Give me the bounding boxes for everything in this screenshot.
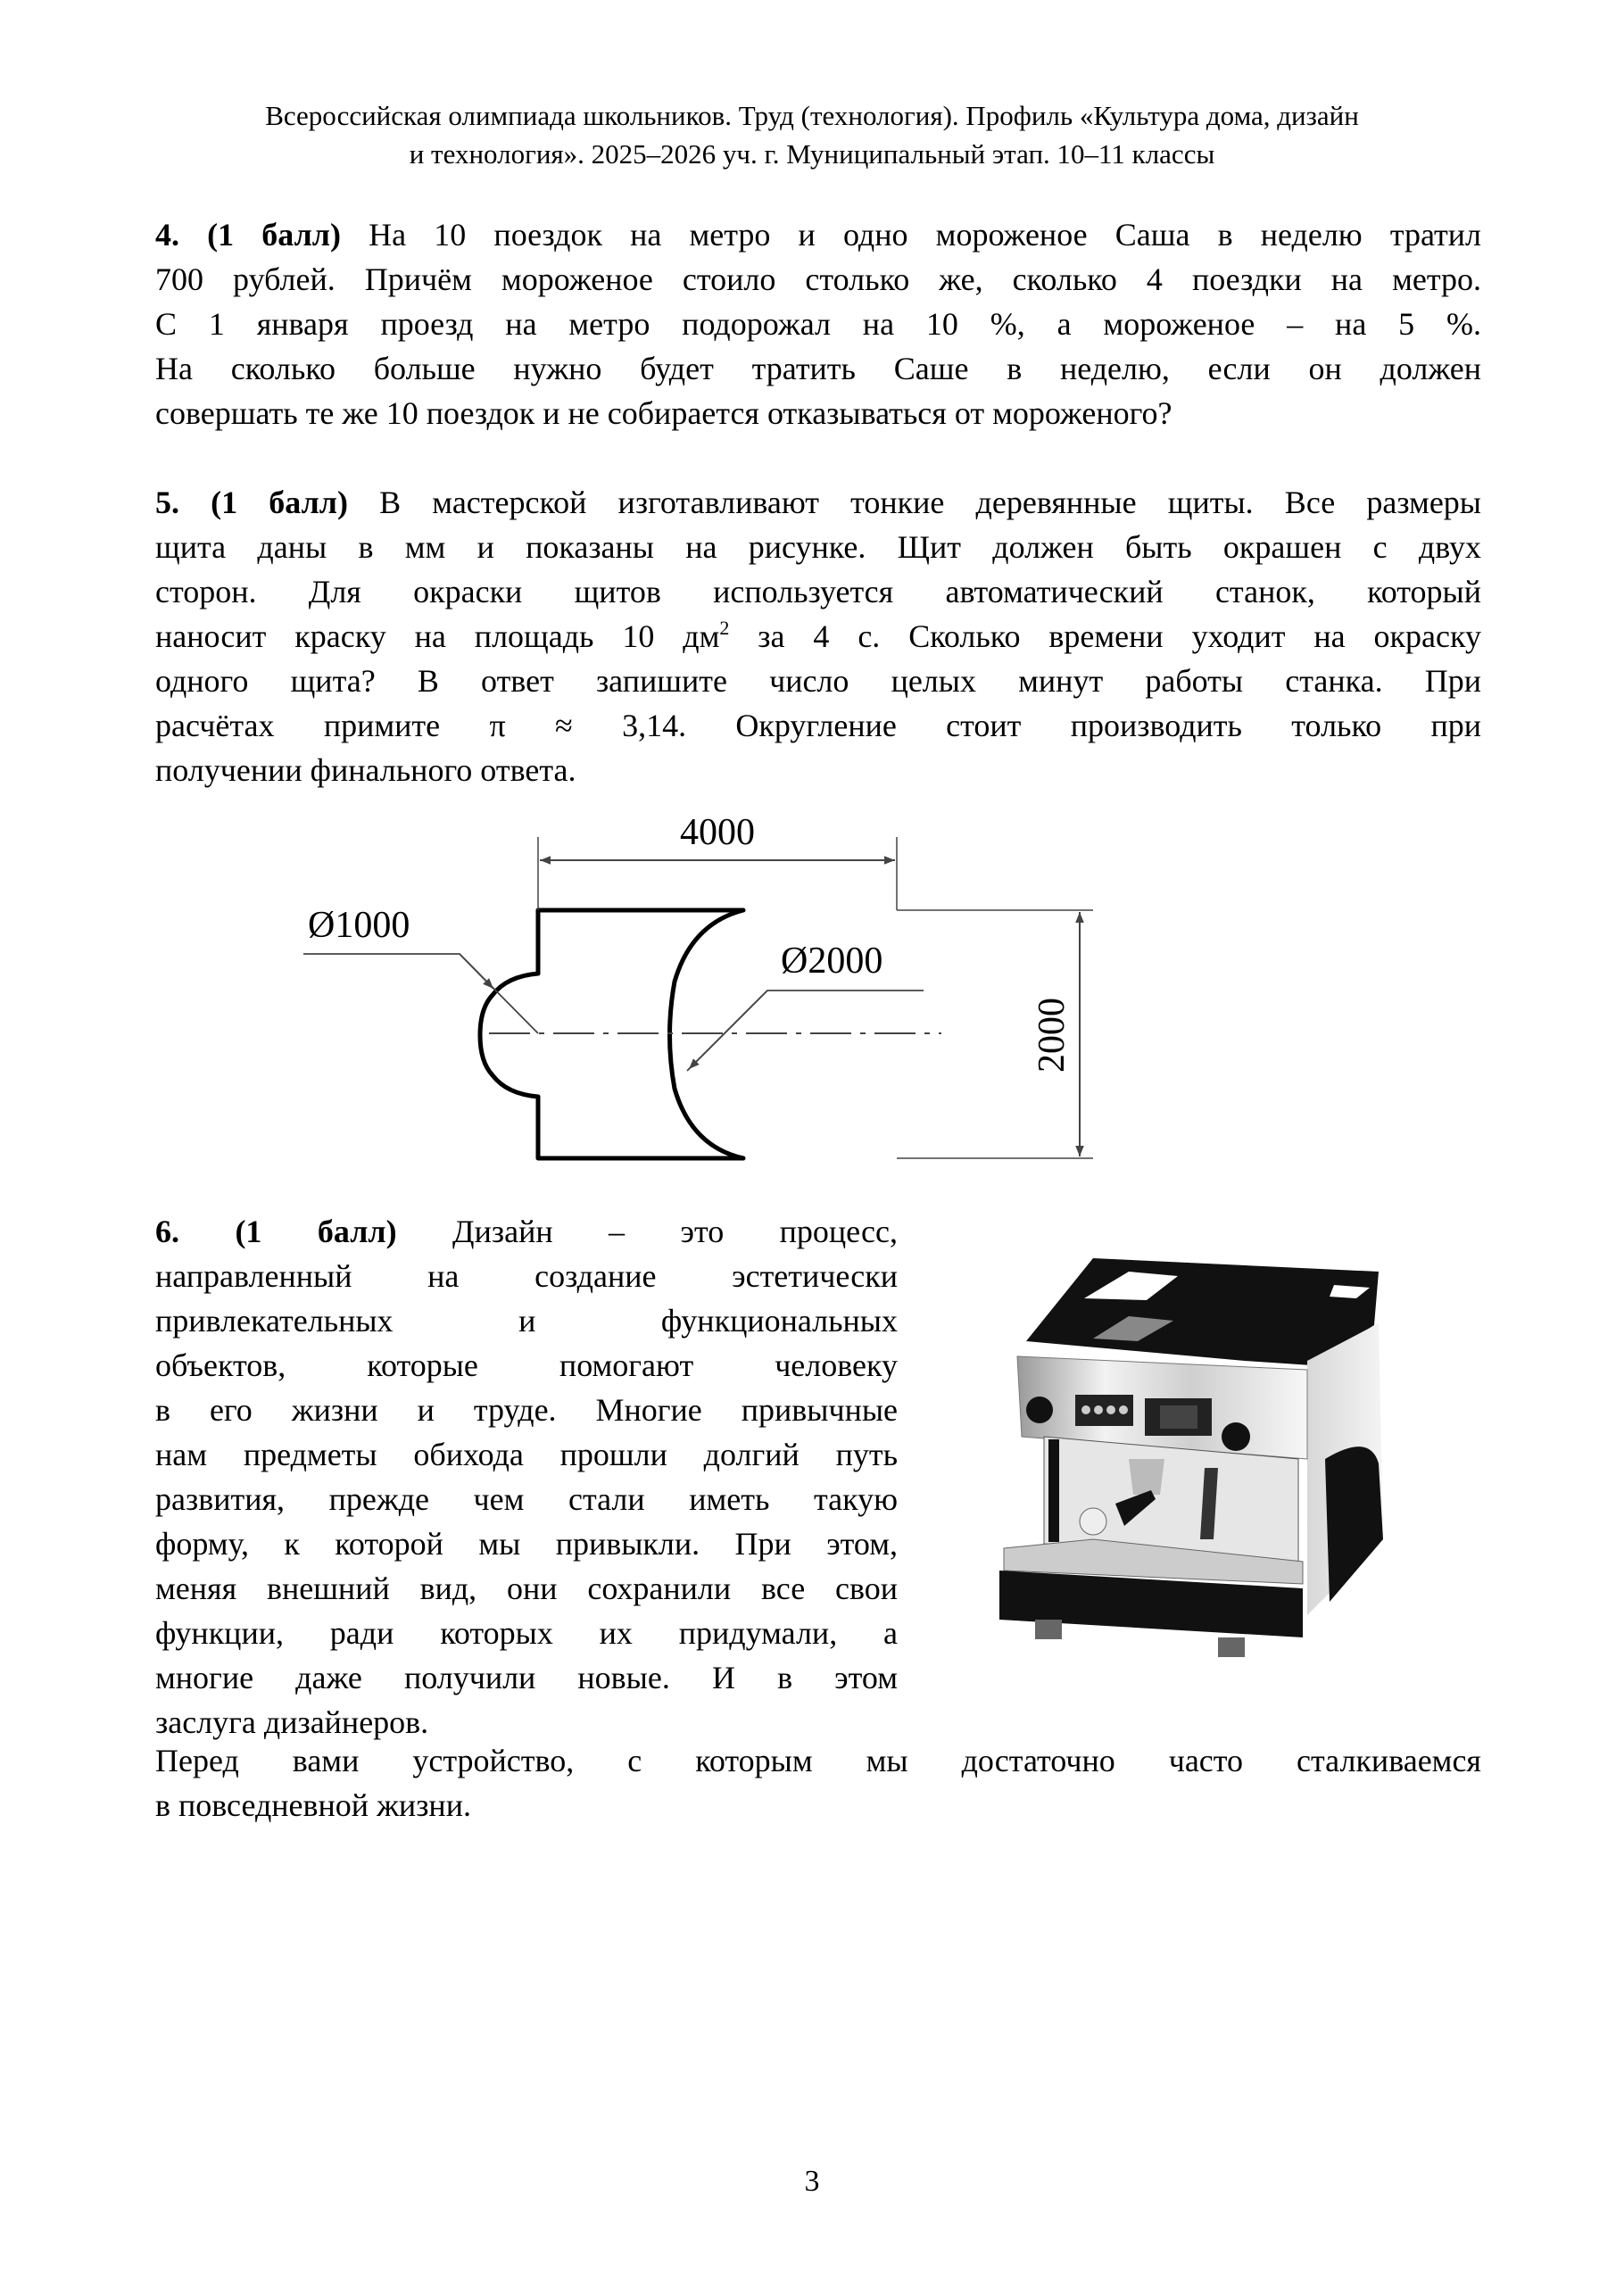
- question-5-text-fragment: наносит краску на площадь 10 дм: [155, 618, 720, 654]
- question-5-text-line: В мастерской изготавливают тонкие деревянные щиты. Все размеры: [347, 485, 1481, 520]
- question-6-text-line: меняя внешний вид, они сохранили все свои: [155, 1571, 898, 1606]
- question-6-text-line: привлекательных и функциональных: [155, 1303, 898, 1339]
- question-6-text-line: Перед вами устройство, с которым мы достаточно часто сталкиваемся: [155, 1743, 1481, 1778]
- question-4-text-line: 700 рублей. Причём мороженое стоило столько же, сколько 4 поездки на метро.: [155, 261, 1481, 297]
- question-6-text-line: заслуга дизайнеров.: [155, 1704, 429, 1740]
- machine-knob-right: [1222, 1422, 1250, 1451]
- question-5: [155, 480, 1481, 792]
- dim-large-diameter-label: Ø2000: [781, 941, 883, 982]
- question-6-continued: [155, 1738, 1481, 1828]
- question-6-text-line: в его жизни и труде. Многие привычные: [155, 1392, 898, 1428]
- question-6-text-line: нам предметы обихода прошли долгий путь: [155, 1437, 898, 1472]
- question-4: [155, 212, 1481, 435]
- machine-top-tray: [1026, 1258, 1379, 1365]
- question-5-text-line: сторон. Для окраски щитов используется автоматический станок, который: [155, 574, 1481, 609]
- question-4-text-line: На сколько больше нужно будет тратить Саше в неделю, если он должен: [155, 351, 1481, 386]
- page-number: 3: [804, 2165, 820, 2198]
- question-4-label: 4. (1 балл): [155, 217, 341, 253]
- superscript-exponent: 2: [719, 617, 730, 639]
- question-5-text-line: расчётах примите π ≈ 3,14. Округление стоит производить только при: [155, 708, 1481, 743]
- question-6-text-line: Дизайн – это процесс,: [396, 1214, 899, 1249]
- question-6-text-line: объектов, которые помогают человеку: [155, 1347, 898, 1383]
- large-diameter-leader: [687, 991, 924, 1071]
- shield-drawing: [286, 803, 1356, 1196]
- question-6: [155, 1209, 898, 1745]
- question-6-text-line: форму, к которой мы привыкли. При этом,: [155, 1526, 898, 1562]
- question-5-text-fragment: за 4 с. Сколько времени уходит на окраску: [729, 618, 1481, 654]
- small-diameter-leader: [303, 954, 538, 1033]
- question-6-label: 6. (1 балл): [155, 1214, 397, 1249]
- question-5-text-line: получении финального ответа.: [155, 752, 576, 788]
- dim-height-label: 2000: [1032, 998, 1073, 1073]
- dim-small-diameter-label: Ø1000: [308, 905, 410, 946]
- question-5-text-line: одного щита? В ответ запишите число целых минут работы станка. При: [155, 663, 1481, 699]
- header-line-1: Всероссийская олимпиада школьников. Труд (технология). Профиль «Культура дома, дизайн: [265, 100, 1359, 131]
- question-4-text-line: совершать те же 10 поездок и не собирается отказываться от мороженого?: [155, 395, 1172, 431]
- question-5-label: 5. (1 балл): [155, 485, 348, 520]
- question-6-text-line: функции, ради которых их придумали, а: [155, 1615, 898, 1651]
- question-4-text-line: С 1 января проезд на метро подорожал на 10 %, а мороженое – на 5 %.: [155, 306, 1481, 342]
- question-6-text-line: многие даже получили новые. И в этом: [155, 1660, 898, 1695]
- question-6-text-line: направленный на создание эстетически: [155, 1258, 898, 1294]
- question-6-text-line: в повседневной жизни.: [155, 1787, 471, 1823]
- header-line-2: и технология». 2025–2026 уч. г. Муниципальный этап. 10–11 классы: [409, 138, 1215, 170]
- document-header: [134, 96, 1490, 173]
- machine-knob-left: [1026, 1397, 1053, 1423]
- question-6-text-line: развития, прежде чем стали иметь такую: [155, 1481, 898, 1517]
- question-4-text-line: На 10 поездок на метро и одно мороженое Саша в неделю тратил: [341, 217, 1482, 253]
- dim-width-label: 4000: [680, 812, 755, 853]
- espresso-machine-image: [950, 1245, 1441, 1700]
- question-5-text-line: щита даны в мм и показаны на рисунке. Щит должен быть окрашен с двух: [155, 529, 1481, 565]
